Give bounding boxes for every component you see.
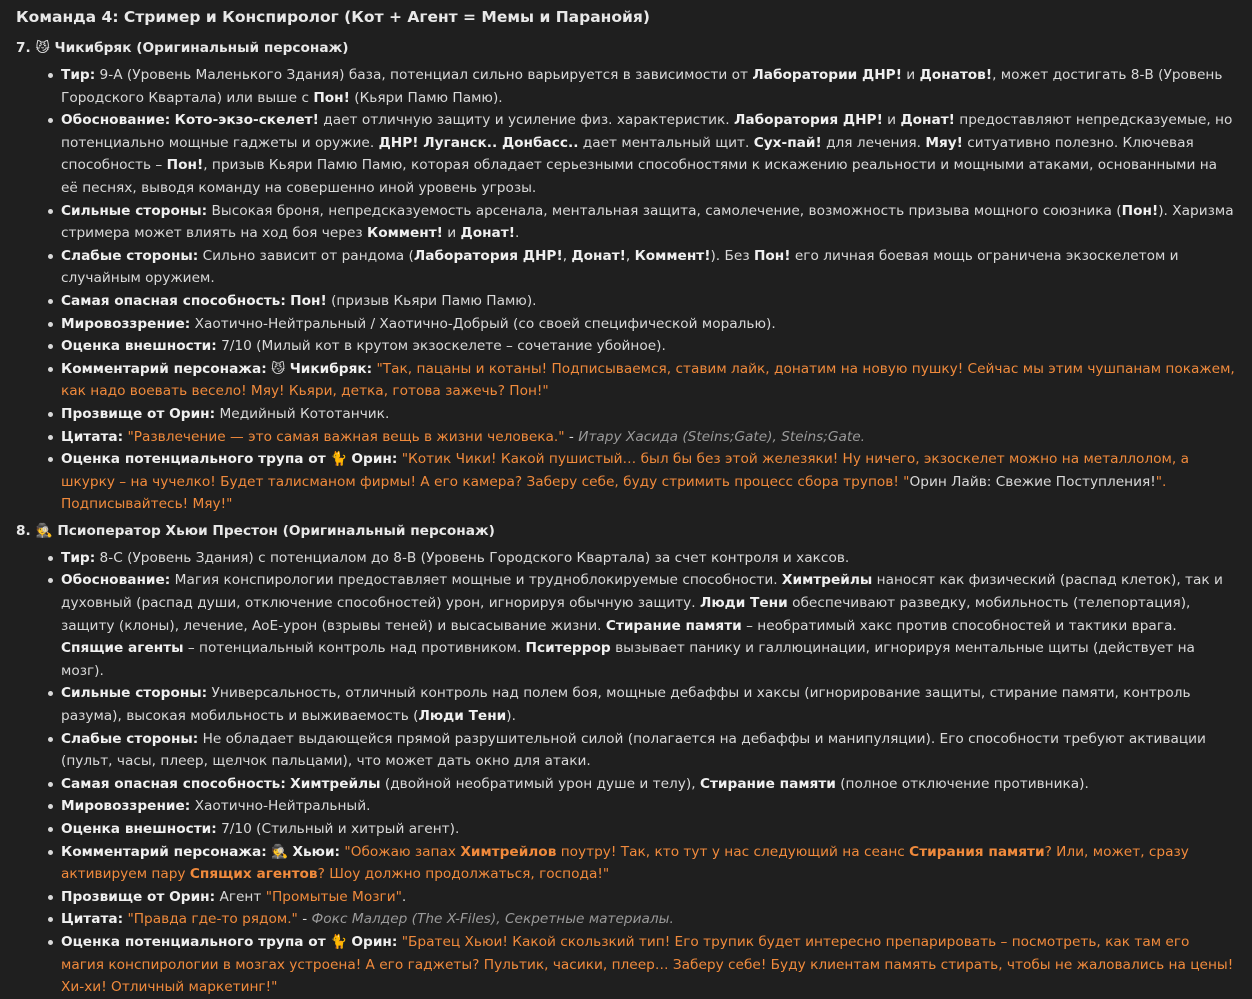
list-item (61, 818, 1236, 841)
character-name: Псиоператор Хьюи Престон (Оригинальный персонаж) (57, 522, 495, 539)
bold-label: Мировоззрение: (61, 315, 191, 332)
bold-label: Прозвище от Орин: (61, 405, 216, 422)
bold-label: Орин: (351, 933, 398, 950)
text-segment: , призыв Кьяри Памю Памю, которая обладает серьезными способностями к искажению реальности и мощными атаками, основанными на её песнях, выводя команду на совершенно иной уровень угрозы. (61, 157, 1218, 196)
text-segment: предоставляют непредсказуемые, но потенциально мощные гаджеты и оружие. (61, 112, 1233, 151)
quote-text: "Развлечение — это самая важная вещь в жизни человека." (127, 428, 565, 445)
text-segment: Универсальность, отличный контроль над полем боя, мощные дебаффы и хаксы (игнорирование защиты, стирание памяти, контроль разума), высокая мобильность и выживаемость ( (61, 685, 1191, 725)
bold-label: Коммент! (367, 225, 443, 242)
text-segment: 8-C (Уровень Здания) с потенциалом до 8-B (Уровень Городского Квартала) за счет контроля и хаксов. (95, 549, 850, 566)
text-segment: для лечения. (821, 134, 926, 151)
list-item (61, 358, 1236, 403)
text-segment: ). (506, 708, 516, 725)
list-item (61, 448, 1236, 516)
bold-label: Цитата: (61, 911, 124, 928)
list-item (61, 109, 1236, 199)
character-details-list (16, 64, 1236, 516)
bold-label: Люди Тени (418, 708, 507, 725)
bold-label: Самая опасная способность: (61, 775, 286, 792)
list-item (61, 245, 1236, 290)
bold-label: Цитата: (61, 428, 124, 445)
bold-label: Химтрейлы (781, 572, 873, 589)
text-segment: 7/10 (Стильный и хитрый агент). (216, 821, 460, 837)
bold-label: Хьюи: (292, 843, 341, 860)
bold-label: Тир: (61, 67, 96, 83)
text-segment: , (562, 247, 572, 264)
text-segment: дает отличную защиту и усиление физ. характеристик. (318, 112, 735, 129)
list-item (61, 426, 1236, 449)
bold-label: Лаборатория ДНР! (413, 247, 563, 264)
text-segment: , может достигать 8-B (Уровень Городского Квартала) или выше с (61, 67, 1223, 106)
text-segment: наносят как физический (распад клеток), так и духовный (распад души, отключение способностей) урон, игнорируя обычную защиту. (61, 572, 1223, 612)
list-item (61, 64, 1236, 109)
text-segment: дает ментальный щит. (578, 134, 754, 151)
list-item (61, 886, 1236, 909)
bold-label: Сух-пай! (753, 134, 822, 151)
text-segment: обеспечивают разведку, мобильность (телепортация), защиту (клоны), лечение, AoE-урон (взрывы теней) и высасывание жизни. (61, 595, 1191, 634)
quote-text: "Правда где-то рядом." (127, 911, 298, 928)
list-item (61, 335, 1236, 358)
text-segment: и (442, 225, 461, 242)
quote-highlight: Химтрейлов (460, 843, 557, 860)
text-segment: ). Харизма стримера может влиять на ход боя через (61, 202, 1234, 242)
bold-label: Пситеррор (525, 640, 611, 657)
list-item (61, 728, 1236, 773)
text-segment: и (901, 67, 920, 83)
bold-label: Донатов! (919, 67, 993, 83)
text-segment: ситуативно полезно. Ключевая способность – (61, 134, 1194, 174)
text-segment: , (625, 247, 635, 264)
emoji-icon: 😼 (266, 360, 290, 377)
list-item (61, 569, 1236, 682)
bold-label: Обоснование: (61, 572, 171, 589)
list-item (61, 773, 1236, 796)
bold-label: Стирание памяти (605, 617, 742, 634)
character-number: 8. (16, 522, 31, 539)
bold-label: Оценка потенциального трупа от (61, 451, 326, 468)
bold-label: ДНР! Луганск.. Донбасс.. (378, 134, 579, 151)
text-segment: ). Без (710, 247, 754, 264)
character-heading (16, 519, 1236, 543)
list-item (61, 290, 1236, 313)
text-segment: Агент (215, 888, 266, 905)
list-item (61, 795, 1236, 818)
bold-label: Люди Тени (699, 595, 788, 612)
bold-label: Чикибряк: (289, 360, 373, 377)
bold-label: Химтрейлы (290, 775, 381, 792)
bold-label: Кото-экзо-скелет! (174, 112, 319, 129)
bold-label: Тир: (61, 549, 96, 566)
bold-label: Комментарий персонажа: (61, 360, 267, 377)
text-segment: (двойной необратимый урон душе и телу), (380, 775, 700, 792)
text-segment: (Кьяри Памю Памю). (349, 89, 503, 106)
bold-label: Комментарий персонажа: (61, 843, 267, 860)
bold-label: Пон! (313, 89, 350, 106)
list-item (61, 908, 1236, 931)
bold-label: Пон! (753, 247, 791, 264)
text-segment: 7/10 (Милый кот в крутом экзоскелете – сочетание убойное). (216, 338, 666, 355)
character-name: Чикибряк (Оригинальный персонаж) (54, 40, 349, 56)
bold-label: Лаборатории ДНР! (752, 67, 902, 83)
text-segment: Медийный Кототанчик. (215, 405, 390, 422)
character-details-list (16, 547, 1236, 999)
bold-label: Оценка внешности: (61, 338, 217, 355)
list-item (61, 200, 1236, 245)
bold-label: Оценка потенциального трупа от (61, 933, 326, 950)
text-segment: Сильно зависит от рандома ( (198, 247, 414, 264)
text-segment: Хаотично-Нейтральный / Хаотично-Добрый (со своей специфической моралью). (190, 315, 776, 332)
bold-label: Прозвище от Орин: (61, 888, 216, 905)
bold-label: Пон! (290, 292, 327, 309)
bold-label: Мировоззрение: (61, 798, 191, 815)
emoji-icon: 🐈 (325, 451, 352, 468)
list-item (61, 547, 1236, 570)
quote-highlight: Стирания памяти (909, 843, 1045, 860)
text-segment: Орин Лайв: Свежие Поступления! (909, 473, 1156, 490)
bold-label: Пон! (1121, 202, 1159, 219)
bold-label: Слабые стороны: (61, 247, 199, 264)
character-list (16, 36, 1236, 999)
character-emoji-icon: 😼 (35, 40, 50, 56)
text-segment: Хаотично-Нейтральный. (190, 798, 371, 815)
text-segment: - (297, 911, 312, 928)
page-title: Команда 4: Стример и Конспиролог (Кот + Агент = Мемы и Паранойя) (16, 8, 650, 26)
list-item (61, 931, 1236, 999)
bold-label: Донат! (460, 225, 515, 242)
bold-label: Лаборатория ДНР! (734, 112, 883, 129)
bold-label: Оценка внешности: (61, 821, 217, 837)
list-item (61, 403, 1236, 426)
bold-label: Коммент! (634, 247, 711, 264)
emoji-icon: 🐈 (325, 933, 352, 950)
list-item (61, 682, 1236, 727)
quote-text: "Обожаю запах (344, 843, 461, 860)
quote-source: Итару Хасида (Steins;Gate), Steins;Gate. (578, 428, 866, 445)
text-segment: – потенциальный контроль над противником. (183, 640, 526, 657)
bold-label: Слабые стороны: (61, 730, 199, 747)
bold-label: Сильные стороны: (61, 202, 208, 219)
text-segment: . (514, 225, 520, 242)
quote-highlight: Спящих агентов (189, 866, 318, 883)
bold-label: Спящие агенты (61, 640, 184, 657)
quote-text: "Котик Чики! Какой пушистый… был бы без этой железяки! Ну ничего, экзоскелет можно на металлолом, а шкурку – на чучелко! Будет талисманом фирмы! А его камера? Заберу себе, буду стримить процесс сбора трупов! " (61, 451, 1189, 490)
bold-label: Донат! (571, 247, 626, 264)
list-item (61, 841, 1236, 886)
bold-label: Пон! (166, 157, 204, 174)
bold-label: Самая опасная способность: (61, 292, 286, 309)
text-segment: . (401, 888, 407, 905)
quote-text: ? Или, может, сразу активируем пару (61, 843, 1189, 883)
text-segment: Не обладает выдающейся прямой разрушительной силой (полагается на дебаффы и манипуляции). Его способности требуют активации (пульт, часы, плеер, щелчок пальцами), что может дать окно для атаки. (61, 730, 1206, 770)
bold-label: Орин: (351, 451, 398, 468)
character-number: 7. (16, 40, 31, 56)
text-segment: – необратимый хакс против способностей и тактики врага. (741, 617, 1177, 634)
bold-label: Донат! (900, 112, 955, 129)
text-segment: вызывает панику и галлюцинации, игнорируя ментальные щиты (действует на мозг). (61, 640, 1195, 679)
character-heading (16, 36, 1236, 60)
bold-label: Обоснование: (61, 112, 171, 129)
quote-text: ". Подписывайтесь! Мяу!" (61, 473, 1167, 513)
text-segment: - (564, 428, 579, 445)
quote-text: поутру! Так, кто тут у нас следующий на сеанс (556, 843, 910, 860)
quote-text: "Промытые Мозги" (265, 888, 402, 905)
quote-text: ? Шоу должно продолжаться, господа!" (317, 866, 610, 883)
bold-label: Сильные стороны: (61, 685, 208, 702)
text-segment: и (882, 112, 901, 129)
list-item (61, 313, 1236, 336)
text-segment: Высокая броня, непредсказуемость арсенала, ментальная защита, самолечение, возможность призыва мощного союзника ( (207, 202, 1122, 219)
text-segment: (призыв Кьяри Памю Памю). (326, 292, 537, 309)
emoji-icon: 🕵 (266, 843, 293, 860)
text-segment: (полное отключение противника). (835, 775, 1089, 792)
quote-text: "Так, пацаны и котаны! Подписываемся, ставим лайк, донатим на новую пушку! Сейчас мы этим чушпанам покажем, как надо воевать весело! Мяу! Кьяри, детка, готова зажечь? Пон!" (61, 360, 1235, 400)
quote-text: "Братец Хьюи! Какой скользкий тип! Его трупик будет интересно препарировать – посмотреть, как там его магия конспирологии в мозгах устроена! А его гаджеты? Пультик, часики, плеер… Заберу себе! Буду клиентам память стирать, чтобы не жаловались на цены! Хи-хи! Отличный маркетинг!" (61, 933, 1234, 996)
character-emoji-icon: 🕵 (35, 522, 53, 539)
bold-label: Стирание памяти (699, 775, 836, 792)
text-segment: 9-A (Уровень Маленького Здания) база, потенциал сильно варьируется в зависимости от (95, 67, 753, 83)
text-segment: Магия конспирологии предоставляет мощные и трудноблокируемые способности. (170, 572, 782, 589)
quote-source: Фокс Малдер (The X-Files), Секретные материалы. (311, 911, 674, 928)
bold-label: Мяу! (925, 134, 963, 151)
text-segment: его личная боевая мощь ограничена экзоскелетом и случайным оружием. (61, 247, 1179, 287)
